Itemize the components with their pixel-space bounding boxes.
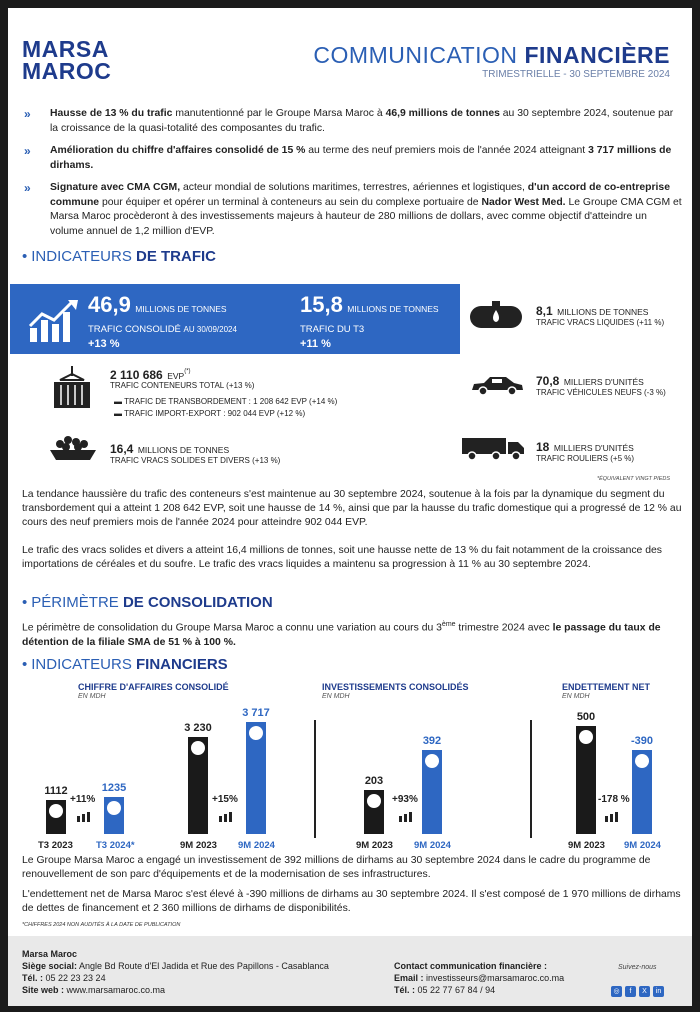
roro-traffic: 18 MILLIERS D'UNITÉS xyxy=(536,440,634,454)
page xyxy=(8,8,692,1006)
chart-investment-title: INVESTISSEMENTS CONSOLIDÉS xyxy=(322,682,469,692)
title-bold: FINANCIÈRE xyxy=(524,42,670,68)
page-title xyxy=(313,42,670,69)
linkedin-icon[interactable]: in xyxy=(653,986,664,997)
facebook-icon[interactable]: f xyxy=(625,986,636,997)
paragraph-bulk: Le trafic des vracs solides et divers a atteint 16,4 millions de tonnes, soit une hausse nette de 13 % du fait notamment de la croissance des importations de céréales et du soufre. Le trafic des vracs liquides a maintenu sa progression à 11 % au 30 septembre 2024. xyxy=(22,545,662,571)
container-small-icon: ▬ xyxy=(114,409,122,418)
roro-traffic-label: TRAFIC ROULIERS (+5 %) xyxy=(536,454,635,463)
chart-separator xyxy=(314,720,316,838)
paragraph-consolidation: Le périmètre de consolidation du Groupe Marsa Maroc a connu une variation au cours du 3ème trimestre 2024 avec le passage du taux de détention de la filiale SMA de 51 % à 100 %. xyxy=(22,621,661,648)
vehicle-traffic-label: TRAFIC VÉHICULES NEUFS (-3 %) xyxy=(536,388,666,397)
consolidated-traffic: 46,9 MILLIONS DE TONNES xyxy=(88,292,227,317)
highlight-cma-cgm: » Signature avec CMA CGM, acteur mondial de solutions maritimes, terrestres, aériennes et logistiques, d'un accord de co-entreprise commune pour équiper et opérer un terminal à conteneurs au sein du complexe portuaire de Nador West Med. Le Groupe CMA CGM et Marsa Maroc procèderont à des investissements majeurs à hauteur de 280 millions de dollars, avec comme objectif d'atteindre un volume annuel de 1,2 million d'EVP. xyxy=(24,181,682,237)
paragraph-containers: La tendance haussière du trafic des conteneurs s'est maintenue au 30 septembre 2024, soutenue à la fois par la dynamique du segment du transbordement qui a atteint 1 208 642 EVP, soit une hausse de 14 %, ainsi que par la hausse du trafic domestique qui a progressé de 12 % au cours des neuf premiers mois de l'année 2024 pour atteindre 902 044 EVP. xyxy=(22,489,682,529)
traffic-highlight-box xyxy=(10,284,460,354)
liquid-bulk-traffic: 8,1 MILLIONS DE TONNES xyxy=(536,304,649,318)
x-icon[interactable]: X xyxy=(639,986,650,997)
growth-label: +11% xyxy=(70,794,96,805)
tank-icon xyxy=(468,300,524,330)
bar-category-label: T3 2023 xyxy=(38,840,73,851)
paragraph-debt: L'endettement net de Marsa Maroc s'est élevé à -390 millions de dirhams au 30 septembre 2024. Il s'est composé de 1 970 millions de dirhams de dettes de financement et 2 360 millions de dirhams de disponibilités. xyxy=(22,889,681,915)
chart-bar xyxy=(632,750,652,834)
import-export-line: ▬ TRAFIC IMPORT-EXPORT : 902 044 EVP (+12 %) xyxy=(114,409,306,418)
t3-traffic-label: TRAFIC DU T3 xyxy=(300,324,365,335)
container-crane-icon xyxy=(50,366,94,410)
footer-contact-info: Contact communication financière : Email : investisseurs@marsamaroc.co.ma Tél. : 05 22 77 67 84 / 94 xyxy=(394,961,565,995)
bar-value-label: 1235 xyxy=(101,781,127,794)
section-consolidation-heading: • PÉRIMÈTRE DE CONSOLIDATION xyxy=(22,594,273,611)
t3-traffic: 15,8 MILLIONS DE TONNES xyxy=(300,292,439,317)
bar-marker-dot xyxy=(367,794,381,808)
highlight-revenue: » Amélioration du chiffre d'affaires consolidé de 15 % au terme des neuf premiers mois de l'année 2024 atteignant 3 717 millions de dirhams. xyxy=(24,144,672,171)
logo-line-2: MAROC xyxy=(22,58,112,84)
growth-label: +93% xyxy=(392,794,418,805)
bar-category-label: 9M 2024 xyxy=(238,840,275,851)
highlight-traffic: » Hausse de 13 % du trafic manutentionné par le Groupe Marsa Maroc à 46,9 millions de tonnes au 30 septembre 2024, soutenue par la croissance de la quasi-totalité des composantes du trafic. xyxy=(24,107,674,134)
bar-value-label: 3 717 xyxy=(242,707,270,719)
footer xyxy=(8,936,692,1006)
bar-category-label: 9M 2023 xyxy=(180,840,217,851)
consolidated-traffic-label: TRAFIC CONSOLIDÉ AU 30/09/2024 xyxy=(88,324,237,335)
vehicle-traffic: 70,8 MILLIERS D'UNITÉS xyxy=(536,374,644,388)
highlights-list xyxy=(22,107,682,247)
bar-category-label: T3 2024* xyxy=(96,840,135,851)
growth-label: +15% xyxy=(212,794,238,805)
growth-label: -178 % xyxy=(598,794,630,805)
page-subtitle: TRIMESTRIELLE - 30 SEPTEMBRE 2024 xyxy=(482,69,670,80)
section-traffic-heading: • INDICATEURS DE TRAFIC xyxy=(22,248,216,265)
bar-category-label: 9M 2024 xyxy=(624,840,661,851)
trend-up-icon xyxy=(398,810,414,822)
bar-value-label: -390 xyxy=(630,735,654,747)
solid-bulk-traffic: 16,4 MILLIONS DE TONNES xyxy=(110,442,230,456)
container-small-icon: ▬ xyxy=(114,397,122,406)
bar-marker-dot xyxy=(579,730,593,744)
bar-value-label: 203 xyxy=(364,775,384,788)
trend-up-icon xyxy=(218,810,234,822)
car-icon xyxy=(468,374,526,396)
footer-company-info: Marsa Maroc Siège social: Angle Bd Route d'El Jadida et Rue des Papillons - Casablanca Tél. : 05 22 23 23 24 Site web : www.marsamaroc.co.ma xyxy=(22,949,329,995)
transshipment-line: ▬ TRAFIC DE TRANSBORDEMENT : 1 208 642 EVP (+14 %) xyxy=(114,397,338,406)
social-links xyxy=(608,980,664,998)
consolidated-growth: +13 % xyxy=(88,338,120,350)
solid-bulk-icon xyxy=(48,430,98,464)
chart-bar xyxy=(246,722,266,834)
growth-chart-icon xyxy=(28,298,82,344)
follow-us-label: Suivez-nous xyxy=(618,964,657,971)
bar-value-label: 1112 xyxy=(44,785,68,798)
chart-debt-title: ENDETTEMENT NET xyxy=(562,682,651,692)
t3-growth: +11 % xyxy=(300,338,331,350)
double-chevron-icon: » xyxy=(24,107,31,121)
bar-marker-dot xyxy=(249,726,263,740)
bar-value-label: 3 230 xyxy=(184,721,212,734)
marsa-maroc-logo xyxy=(22,38,142,82)
chart-revenue-unit: EN MDH xyxy=(78,693,106,700)
chart-bar xyxy=(364,790,384,834)
chart-revenue-title: CHIFFRE D'AFFAIRES CONSOLIDÉ xyxy=(78,682,229,692)
chart-bar xyxy=(104,797,124,834)
section-financial-heading: • INDICATEURS FINANCIERS xyxy=(22,656,228,673)
solid-bulk-label: TRAFIC VRACS SOLIDES ET DIVERS (+13 %) xyxy=(110,456,281,465)
chart-debt-unit: EN MDH xyxy=(562,693,590,700)
truck-icon xyxy=(460,436,526,462)
bar-category-label: 9M 2023 xyxy=(568,840,605,851)
bar-category-label: 9M 2023 xyxy=(356,840,393,851)
chart-bar xyxy=(576,726,596,834)
container-traffic-label: TRAFIC CONTENEURS TOTAL (+13 %) xyxy=(110,381,255,390)
liquid-bulk-label: TRAFIC VRACS LIQUIDES (+11 %) xyxy=(536,318,665,327)
bar-marker-dot xyxy=(635,754,649,768)
bar-marker-dot xyxy=(49,804,63,818)
instagram-icon[interactable]: ◎ xyxy=(611,986,622,997)
teu-footnote: *ÉQUIVALENT VINGT PIEDS xyxy=(596,476,670,482)
website-link[interactable]: www.marsamaroc.co.ma xyxy=(64,985,166,995)
email-link[interactable]: investisseurs@marsamaroc.co.ma xyxy=(423,973,565,983)
logo-line-1: MARSA xyxy=(22,36,109,62)
chart-separator xyxy=(530,720,532,838)
bar-category-label: 9M 2024 xyxy=(414,840,451,851)
chart-bar xyxy=(188,737,208,834)
chart-bar xyxy=(422,750,442,834)
double-chevron-icon: » xyxy=(24,181,31,195)
bar-marker-dot xyxy=(425,754,439,768)
chart-investment-unit: EN MDH xyxy=(322,693,350,700)
chart-bar xyxy=(46,800,66,834)
trend-up-icon xyxy=(76,810,92,822)
title-light: COMMUNICATION xyxy=(313,42,518,68)
double-chevron-icon: » xyxy=(24,144,31,158)
trend-down-icon xyxy=(604,810,620,822)
paragraph-investment: Le Groupe Marsa Maroc a engagé un investissement de 392 millions de dirhams au 30 septembre 2024 dans le cadre du programme de renouvellement de son parc d'équipements et de la modernisation de ses infrastructures. xyxy=(22,855,651,881)
bar-marker-dot xyxy=(107,801,121,815)
bar-marker-dot xyxy=(191,741,205,755)
audit-note: *CHIFFRES 2024 NON AUDITÉS À LA DATE DE PUBLICATION xyxy=(22,922,181,928)
bar-value-label: 392 xyxy=(422,734,442,747)
container-traffic: 2 110 686 EVP(*) xyxy=(110,368,191,382)
bar-value-label: 500 xyxy=(576,711,596,724)
